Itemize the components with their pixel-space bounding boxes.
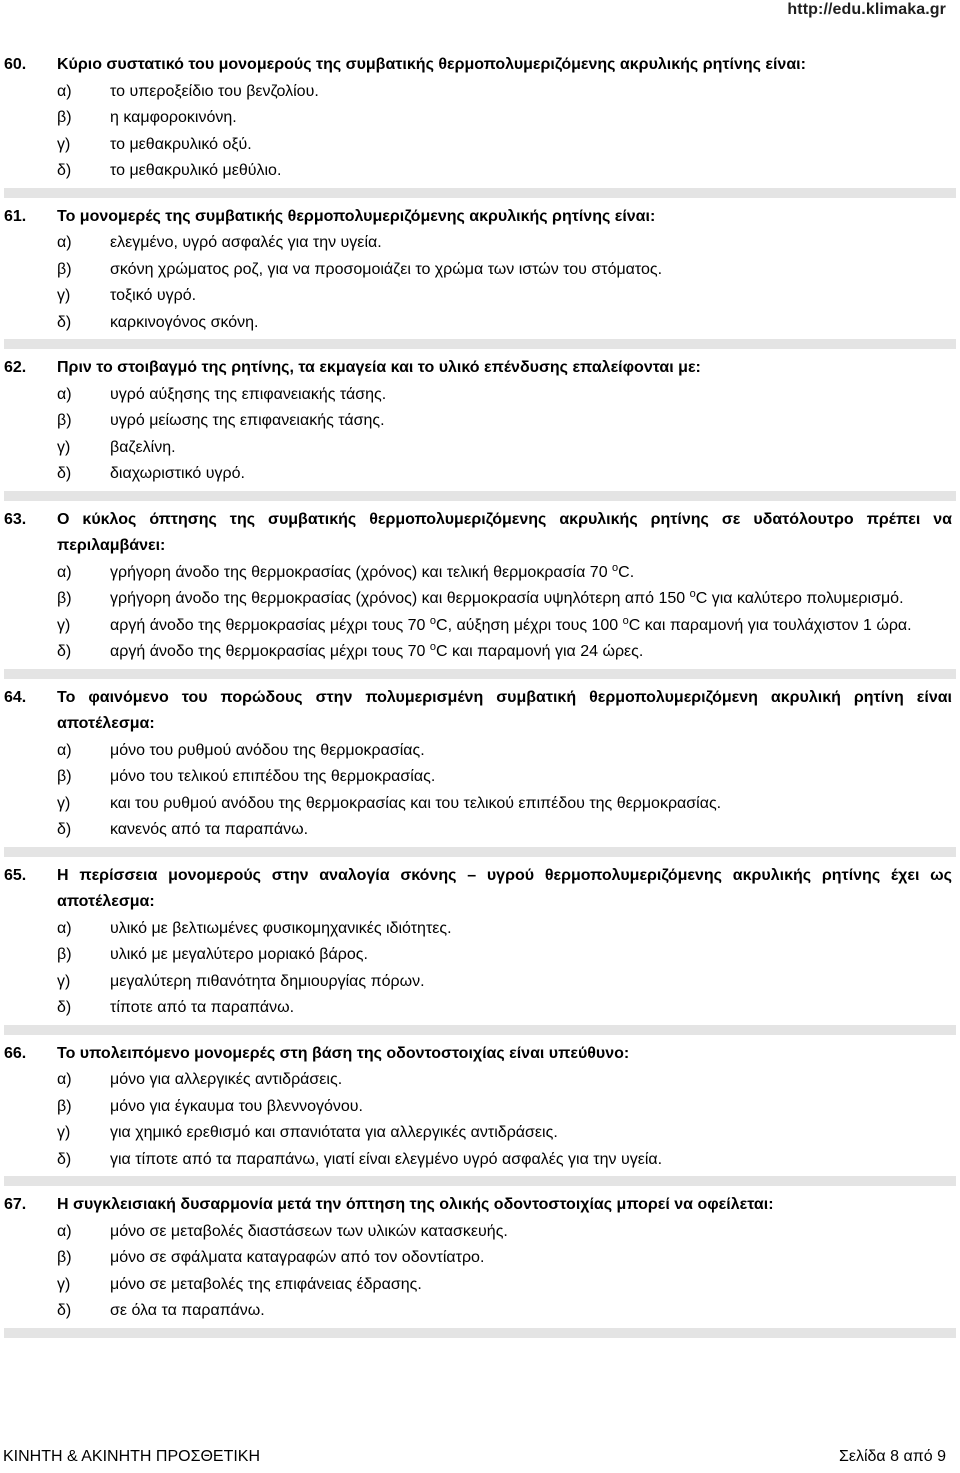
answer-option — [4, 1094, 956, 1121]
option-label: δ) — [57, 821, 72, 838]
option-label: δ) — [57, 643, 72, 660]
answer-option — [4, 230, 956, 257]
option-text: η καμφοροκινόνη. — [110, 109, 237, 126]
question-block — [4, 863, 956, 1035]
option-label: γ) — [57, 438, 71, 456]
question-list — [4, 52, 956, 1344]
option-text: ελεγμένο, υγρό ασφαλές για την υγεία. — [110, 234, 382, 251]
answer-option — [4, 1120, 956, 1147]
option-label: γ) — [57, 135, 71, 153]
answer-option — [4, 942, 956, 969]
answer-option — [4, 132, 956, 159]
question-separator — [4, 339, 956, 349]
option-label: δ) — [57, 999, 72, 1016]
option-text: μόνο σε μεταβολές διαστάσεων των υλικών κατασκευής. — [110, 1222, 508, 1240]
answer-option — [4, 764, 956, 791]
option-label: δ) — [57, 1302, 72, 1319]
option-text: αργή άνοδο της θερμοκρασίας μέχρι τους 70 $^o$C και παραμονή για 24 ώρες. — [110, 641, 644, 660]
question-text: Η περίσσεια μονομερούς στην αναλογία σκόνης – υγρού θερμοπολυμεριζόμενης ακρυλικής ρητίνης έχει ως αποτέλεσμα: — [57, 866, 952, 910]
question-stem — [4, 685, 956, 738]
option-text: μόνο του ρυθμού ανόδου της θερμοκρασίας. — [110, 741, 425, 759]
option-label: γ) — [57, 616, 71, 634]
answer-option — [4, 158, 956, 185]
option-label: α) — [57, 919, 72, 937]
option-text: το μεθακρυλικό μεθύλιο. — [110, 162, 282, 179]
question-stem — [4, 1041, 956, 1068]
question-text: Πριν το στοιβαγμό της ρητίνης, τα εκμαγεία και το υλικό επένδυσης επαλείφονται με: — [57, 359, 701, 376]
answer-option — [4, 1147, 956, 1174]
question-block — [4, 52, 956, 198]
question-separator — [4, 669, 956, 679]
question-number: 60. — [4, 56, 27, 73]
answer-option — [4, 613, 956, 640]
answer-option — [4, 1245, 956, 1272]
answer-option — [4, 969, 956, 996]
option-label: α) — [57, 741, 72, 759]
option-text: μόνο για έγκαυμα του βλεννογόνου. — [110, 1097, 363, 1115]
option-label: α) — [57, 1222, 72, 1240]
option-label: α) — [57, 563, 72, 581]
option-text: διαχωριστικό υγρό. — [110, 465, 245, 482]
question-stem — [4, 204, 956, 231]
answer-option — [4, 1219, 956, 1246]
option-label: δ) — [57, 313, 72, 331]
answer-option — [4, 560, 956, 587]
answer-option — [4, 817, 956, 844]
option-text: γρήγορη άνοδο της θερμοκρασίας (χρόνος) και θερμοκρασία υψηλότερη από 150 $^o$C για καλύτερο πολυμερισμό. — [110, 588, 904, 607]
question-stem — [4, 863, 956, 916]
question-block — [4, 204, 956, 350]
option-text: μόνο σε σφάλματα καταγραφών από τον οδοντίατρο. — [110, 1249, 485, 1266]
option-text: και του ρυθμού ανόδου της θερμοκρασίας και του τελικού επιπέδου της θερμοκρασίας. — [110, 794, 722, 812]
option-label: β) — [57, 946, 72, 963]
answer-option — [4, 791, 956, 818]
answer-option — [4, 586, 956, 613]
option-text: τίποτε από τα παραπάνω. — [110, 999, 295, 1016]
answer-option — [4, 738, 956, 765]
answer-option — [4, 916, 956, 943]
option-label: α) — [57, 1071, 72, 1088]
answer-option — [4, 435, 956, 462]
option-label: γ) — [57, 794, 71, 812]
question-separator — [4, 1025, 956, 1035]
option-text: υλικό με βελτιωμένες φυσικομηχανικές ιδιότητες. — [110, 919, 452, 937]
footer-page-number: Σελίδα 8 από 9 — [838, 1448, 946, 1465]
question-block — [4, 507, 956, 679]
option-label: α) — [57, 82, 72, 100]
question-separator — [4, 188, 956, 198]
option-text: το μεθακρυλικό οξύ. — [110, 135, 252, 153]
answer-option — [4, 1272, 956, 1299]
option-text: μεγαλύτερη πιθανότητα δημιουργίας πόρων. — [110, 972, 425, 990]
question-number: 65. — [4, 866, 27, 884]
question-number: 62. — [4, 359, 27, 376]
degree-sign: o — [429, 641, 437, 653]
option-text: σε όλα τα παραπάνω. — [110, 1302, 265, 1319]
degree-sign: o — [689, 588, 696, 600]
option-text: καρκινογόνος σκόνη. — [110, 313, 259, 331]
option-label: γ) — [57, 1124, 71, 1141]
question-text: Το υπολειπόμενο μονομερές στη βάση της οδοντοστοιχίας είναι υπεύθυνο: — [57, 1044, 630, 1062]
question-number: 67. — [4, 1196, 27, 1213]
answer-option — [4, 408, 956, 435]
option-text: για τίποτε από τα παραπάνω, γιατί είναι ελεγμένο υγρό ασφαλές για την υγεία. — [110, 1150, 663, 1168]
answer-option — [4, 995, 956, 1022]
answer-option — [4, 1067, 956, 1094]
question-text: Το φαινόμενο του πορώδους στην πολυμερισμένη συμβατική θερμοπολυμεριζόμενη ακρυλική ρητίνη είναι αποτέλεσμα: — [57, 688, 952, 732]
question-number: 61. — [4, 207, 27, 225]
question-stem — [4, 52, 956, 79]
option-text: υλικό με μεγαλύτερο μοριακό βάρος. — [110, 946, 368, 963]
option-text: μόνο για αλλεργικές αντιδράσεις. — [110, 1071, 343, 1088]
question-separator — [4, 491, 956, 501]
option-label: β) — [57, 109, 72, 126]
option-text: για χημικό ερεθισμό και σπανιότατα για αλλεργικές αντιδράσεις. — [110, 1124, 558, 1141]
question-text: Κύριο συστατικό του μονομερούς της συμβατικής θερμοπολυμεριζόμενης ακρυλικής ρητίνης είναι: — [57, 56, 806, 73]
option-label: δ) — [57, 1150, 72, 1168]
question-block — [4, 685, 956, 857]
question-separator — [4, 1328, 956, 1338]
answer-option — [4, 310, 956, 337]
option-label: β) — [57, 1249, 72, 1266]
option-label: α) — [57, 234, 72, 251]
option-text: γρήγορη άνοδο της θερμοκρασίας (χρόνος) και τελική θερμοκρασία 70 $^o$C. — [110, 561, 635, 581]
question-separator — [4, 1176, 956, 1186]
option-text: αργή άνοδο της θερμοκρασίας μέχρι τους 70 $^o$C, αύξηση μέχρι τους 100 $^o$C και παραμονή για τουλάχιστον 1 ώρα. — [110, 614, 912, 634]
question-number: 64. — [4, 688, 27, 706]
footer-course-title: ΚΙΝΗΤΗ & ΑΚΙΝΗΤΗ ΠΡΟΣΘΕΤΙΚΗ — [3, 1448, 261, 1465]
degree-sign: o — [612, 561, 619, 574]
option-label: β) — [57, 590, 72, 607]
option-label: β) — [57, 412, 72, 429]
answer-option — [4, 257, 956, 284]
option-text: σκόνη χρώματος ροζ, για να προσομοιάζει το χρώμα των ιστών του στόματος. — [110, 260, 663, 278]
question-number: 66. — [4, 1044, 27, 1062]
option-text: κανενός από τα παραπάνω. — [110, 821, 309, 838]
option-label: δ) — [57, 162, 72, 179]
question-text: Ο κύκλος όπτησης της συμβατικής θερμοπολυμεριζόμενης ακρυλικής ρητίνης σε υδατόλουτρο πρέπει να περιλαμβάνει: — [57, 510, 952, 554]
option-label: β) — [57, 768, 72, 785]
option-text: μόνο σε μεταβολές της επιφάνειας έδρασης. — [110, 1275, 422, 1293]
option-text: υγρό αύξησης της επιφανειακής τάσης. — [110, 385, 387, 403]
question-block — [4, 1192, 956, 1338]
option-text: τοξικό υγρό. — [110, 287, 197, 304]
option-text: μόνο του τελικού επιπέδου της θερμοκρασίας. — [110, 768, 436, 785]
question-stem — [4, 355, 956, 382]
option-label: γ) — [57, 972, 71, 990]
option-text: το υπεροξείδιο του βενζολίου. — [110, 82, 319, 100]
option-label: β) — [57, 1097, 72, 1115]
page-footer — [0, 1448, 960, 1473]
question-text: Η συγκλεισιακή δυσαρμονία μετά την όπτηση της ολικής οδοντοστοιχίας μπορεί να οφείλεται: — [57, 1196, 774, 1213]
question-block — [4, 355, 956, 501]
question-stem — [4, 1192, 956, 1219]
answer-option — [4, 639, 956, 666]
degree-sign: o — [429, 614, 437, 627]
question-stem — [4, 507, 956, 560]
question-separator — [4, 847, 956, 857]
option-label: γ) — [57, 287, 71, 304]
answer-option — [4, 382, 956, 409]
answer-option — [4, 105, 956, 132]
answer-option — [4, 461, 956, 488]
option-label: β) — [57, 260, 72, 278]
answer-option — [4, 79, 956, 106]
option-text: υγρό μείωσης της επιφανειακής τάσης. — [110, 412, 385, 429]
option-label: γ) — [57, 1275, 71, 1293]
question-number: 63. — [4, 510, 27, 528]
question-block — [4, 1041, 956, 1187]
answer-option — [4, 283, 956, 310]
option-text: βαζελίνη. — [110, 438, 176, 456]
option-label: α) — [57, 385, 72, 403]
degree-sign: o — [622, 614, 629, 627]
option-label: δ) — [57, 465, 72, 482]
question-text: Το μονομερές της συμβατικής θερμοπολυμεριζόμενης ακρυλικής ρητίνης είναι: — [57, 207, 656, 225]
source-url[interactable]: http://edu.klimaka.gr — [787, 1, 946, 18]
answer-option — [4, 1298, 956, 1325]
